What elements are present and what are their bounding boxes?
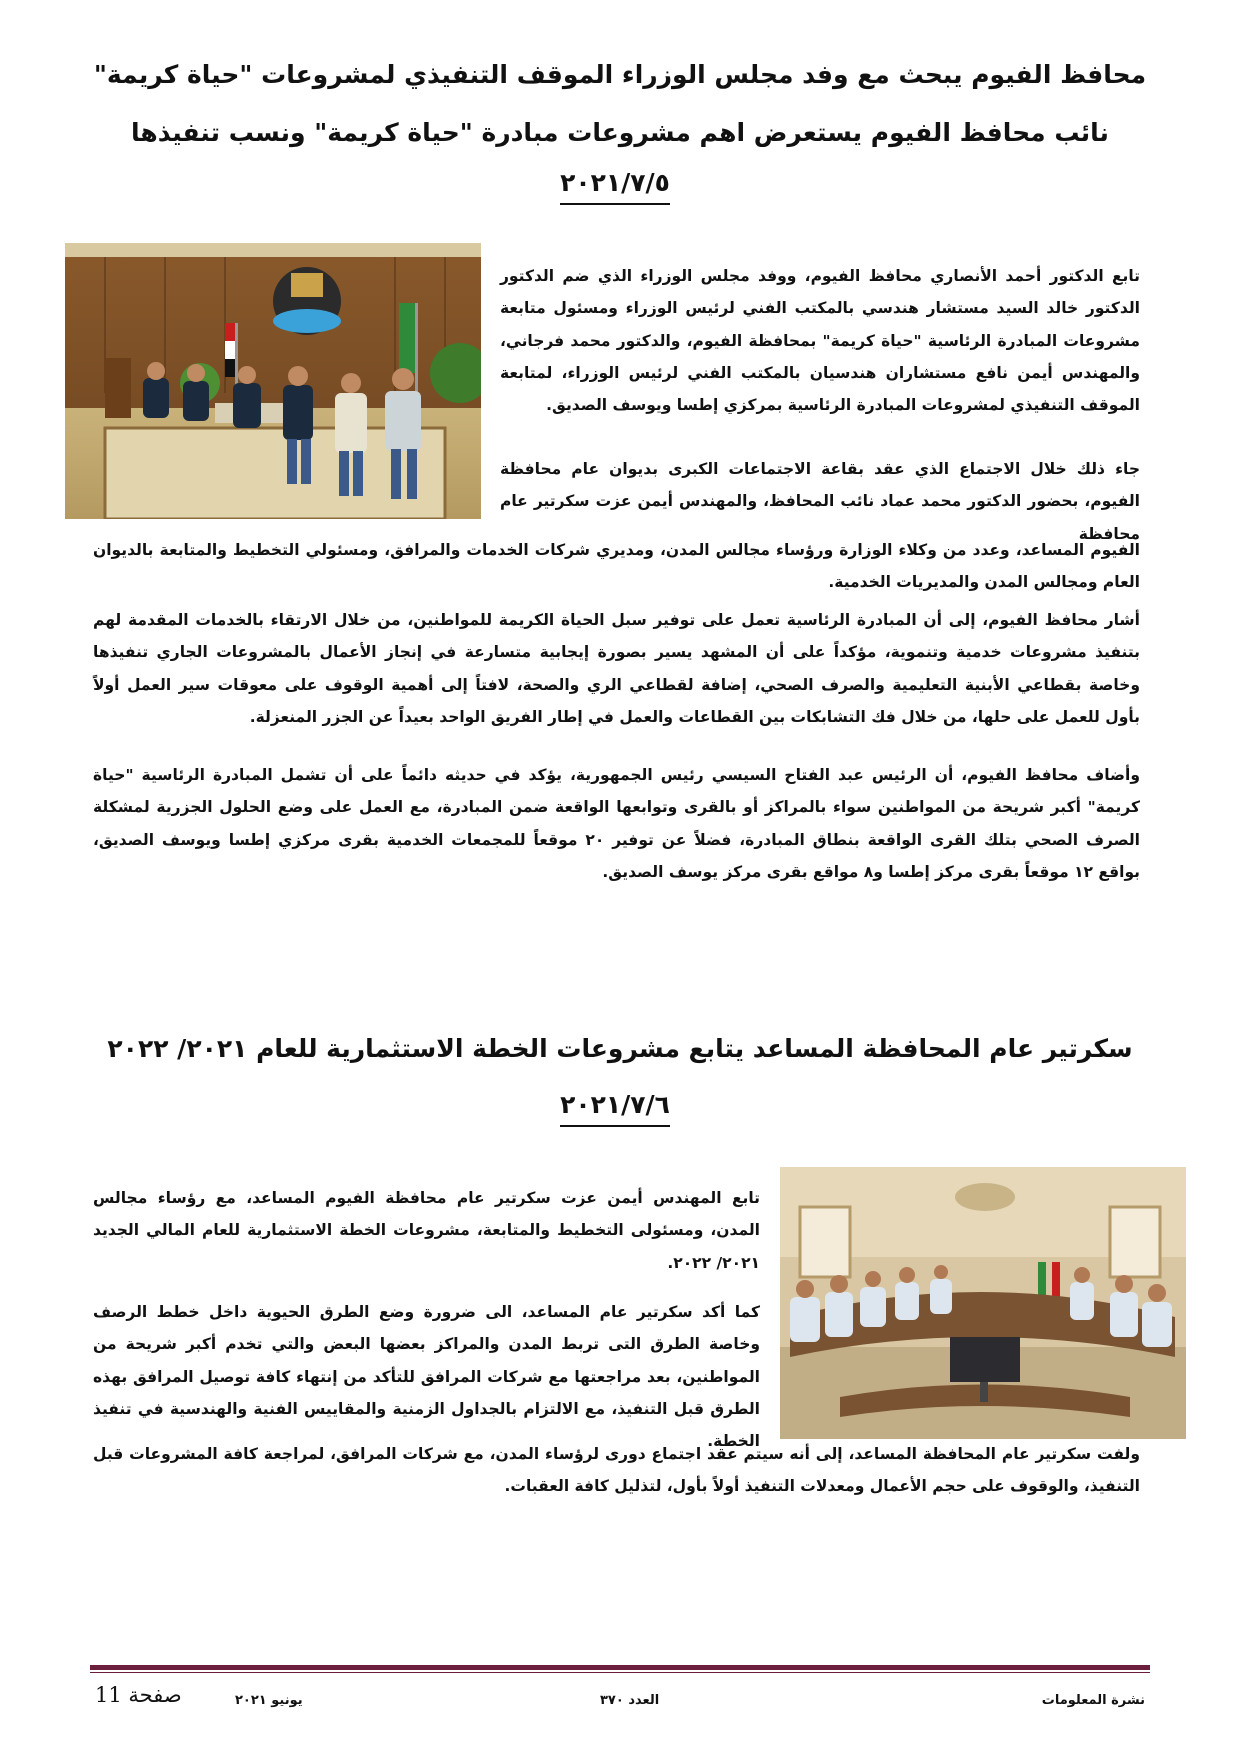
footer-month: يونيو ٢٠٢١ — [235, 1693, 303, 1708]
footer-issue: العدد ٣٧٠ — [600, 1693, 660, 1708]
footer-rule — [90, 1665, 1150, 1670]
article1-photo — [65, 243, 481, 519]
article2-paragraph-1: تابع المهندس أيمن عزت سكرتير عام محافظة الفيوم المساعد، مع رؤساء مجالس المدن، ومسئولى التخطيط والمتابعة، مشروعات الخطة الاستثمارية للعام المالي الجديد ٢٠٢١/ ٢٠٢٢. — [93, 1189, 760, 1272]
article1-paragraph-4: وأضاف محافظ الفيوم، أن الرئيس عبد الفتاح السيسي رئيس الجمهورية، يؤكد في حديثه دائماً على أن تشمل المبادرة الرئاسية "حياة كريمة" أكبر شريحة من المواطنين سواء بالمراكز أو بالقرى وتوابعها الواقعة ضمن المبادرة، مع العمل على وضع الحلول الجزرية لمشكلة الصرف الصحي بتلك القرى الواقعة بنطاق المبادرة، فضلاً عن توفير ٢٠ موقعاً للمجمعات الخدمية بقرى مركزي إطسا ويوسف الصديق، بواقع ١٢ موقعاً بقرى مركز إطسا و٨ مواقع بقرى مركز يوسف الصديق. — [93, 766, 1140, 881]
article1-headline-line1: محافظ الفيوم يبحث مع وفد مجلس الوزراء الموقف التنفيذي لمشروعات "حياة كريمة" — [93, 60, 1147, 89]
article1-paragraph-2-rest: الفيوم المساعد، وعدد من وكلاء الوزارة ورؤساء مجالس المدن، ومديري شركات الخدمات والمرافق، ومسئولي التخطيط والمتابعة بالديوان العام ومجالس المدن والمديريات الخدمية. — [93, 541, 1140, 592]
article1-paragraph-2-top: جاء ذلك خلال الاجتماع الذي عقد بقاعة الاجتماعات الكبرى بديوان عام محافظة الفيوم، بحضور الدكتور محمد عماد نائب المحافظ، والمهندس أيمن عزت سكرتير عام محافظة — [500, 460, 1140, 543]
article2-paragraph-2: كما أكد سكرتير عام المساعد، الى ضرورة وضع الطرق الحيوية داخل خطط الرصف وخاصة الطرق التى تربط المدن والمراكز بعضها البعض والتي تخدم أكبر شريحة من المواطنين، بعد مراجعتها مع شركات المرافق للتأكد من إنتهاء كافة توصيل المرافق بهذه الطرق قبل التنفيذ، مع الالتزام بالجداول الزمنية والمقاييس الفنية والهندسية في تنفيذ الخطة. — [93, 1303, 760, 1451]
article2-date: ٢٠٢١/٧/٦ — [560, 1090, 670, 1127]
footer-publication: نشرة المعلومات — [1041, 1693, 1145, 1708]
article2-headline: سكرتير عام المحافظة المساعد يتابع مشروعات الخطة الاستثمارية للعام ٢٠٢١/ ٢٠٢٢ — [107, 1034, 1133, 1063]
article1-date: ٢٠٢١/٧/٥ — [560, 168, 670, 205]
article1-paragraph-1: تابع الدكتور أحمد الأنصاري محافظ الفيوم، ووفد مجلس الوزراء الذي ضم الدكتور الدكتور خالد السيد مستشار هندسي بالمكتب الفني لرئيس الوزراء ومسئول متابعة مشروعات المبادرة الرئاسية "حياة كريمة" بمحافظة الفيوم، والدكتور محمد فرجاني، والمهندس أيمن نافع مستشاران هندسيان بالمكتب الفني لرئيس الوزراء، لمتابعة الموقف التنفيذي لمشروعات المبادرة الرئاسية بمركزي إطسا ويوسف الصديق. — [500, 267, 1140, 415]
footer-rule-thin — [90, 1672, 1150, 1673]
article2-photo — [780, 1167, 1186, 1439]
article1-headline-line2: نائب محافظ الفيوم يستعرض اهم مشروعات مبادرة "حياة كريمة" ونسب تنفيذها — [131, 118, 1109, 147]
article2-paragraph-3: ولفت سكرتير عام المحافظة المساعد، إلى أنه سيتم عقد اجتماع دورى لرؤساء المدن، مع شركات المرافق، لمراجعة كافة المشروعات قبل التنفيذ، والوقوف على حجم الأعمال ومعدلات التنفيذ أولاً بأول، لتذليل كافة العقبات. — [93, 1445, 1140, 1496]
footer-page-number: صفحة 11 — [95, 1683, 182, 1707]
article1-paragraph-3: أشار محافظ الفيوم، إلى أن المبادرة الرئاسية تعمل على توفير سبل الحياة الكريمة للمواطنين، من خلال الارتقاء بالخدمات المقدمة لهم بتنفيذ مشروعات خدمية وتنموية، مؤكداً على أن المشهد يسير بصورة إيجابية متسارعة في إنجاز الأعمال بالمشروعات الجاري تنفيذها وخاصة بقطاعي الأبنية التعليمية والصرف الصحي، إضافة لقطاعي الري والصحة، لافتاً إلى أهمية الوقوف على معوقات سير العمل أولاً بأول للعمل على حلها، من خلال فك التشابكات بين القطاعات والعمل في إطار الفريق الواحد بعيداً عن الجزر المنعزلة. — [93, 611, 1140, 726]
